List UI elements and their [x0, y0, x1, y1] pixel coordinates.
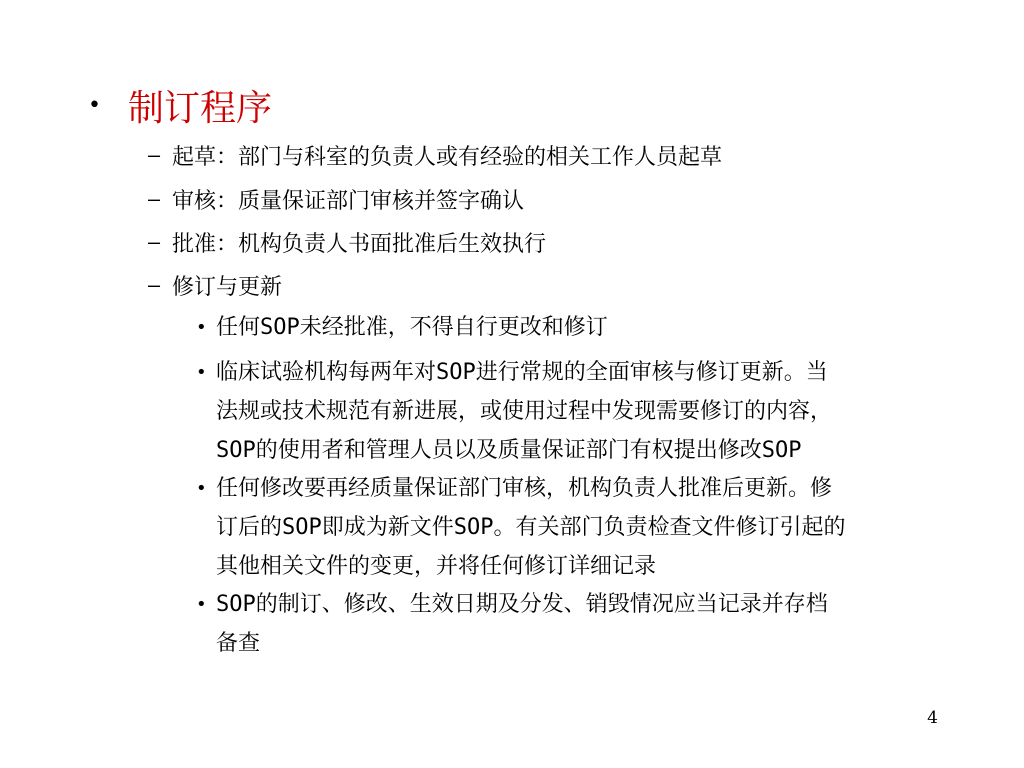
dash-icon: –	[148, 273, 161, 297]
detail-item-biennial-review	[196, 353, 938, 470]
subitem-approval	[148, 225, 546, 259]
heading-text: 制订程序	[128, 88, 273, 129]
subitem-text: 起草：部门与科室的负责人或有经验的相关工作人员起草	[172, 144, 723, 170]
bullet-icon: •	[88, 93, 101, 118]
detail-item-records-archive	[196, 585, 938, 663]
heading-item	[88, 80, 272, 131]
subitem-text: 修订与更新	[172, 274, 283, 300]
page-number: 4	[927, 708, 938, 728]
bullet-icon: •	[196, 362, 207, 383]
bullet-icon: •	[196, 478, 207, 499]
subitem-text: 批准：机构负责人书面批准后生效执行	[172, 231, 547, 257]
subitem-text: 审核：质量保证部门审核并签字确认	[172, 188, 525, 214]
detail-item-no-unapproved-change	[196, 308, 938, 347]
bullet-icon: •	[196, 317, 207, 338]
bullet-icon: •	[196, 594, 207, 615]
dash-icon: –	[148, 230, 161, 254]
detail-text: 任何SOP未经批准，不得自行更改和修订	[216, 315, 608, 340]
subitem-review	[148, 182, 524, 216]
detail-text: 临床试验机构每两年对SOP进行常规的全面审核与修订更新。当 法规或技术规范有新进展，或使用过程中发现需要修订的内容， SOP的使用者和管理人员以及质量保证部门有权提出修改SOP	[216, 360, 833, 463]
subitem-drafting	[148, 138, 722, 172]
subitem-revision	[148, 268, 282, 302]
dash-icon: –	[148, 187, 161, 211]
detail-text: SOP的制订、修改、生效日期及分发、销毁情况应当记录并存档 备查	[216, 592, 828, 656]
detail-item-modification-approval	[196, 469, 938, 586]
dash-icon: –	[148, 143, 161, 167]
detail-text: 任何修改要再经质量保证部门审核，机构负责人批准后更新。修 订后的SOP即成为新文件SOP。有关部门负责检查文件修订引起的 其他相关文件的变更，并将任何修订详细记录	[216, 476, 846, 579]
